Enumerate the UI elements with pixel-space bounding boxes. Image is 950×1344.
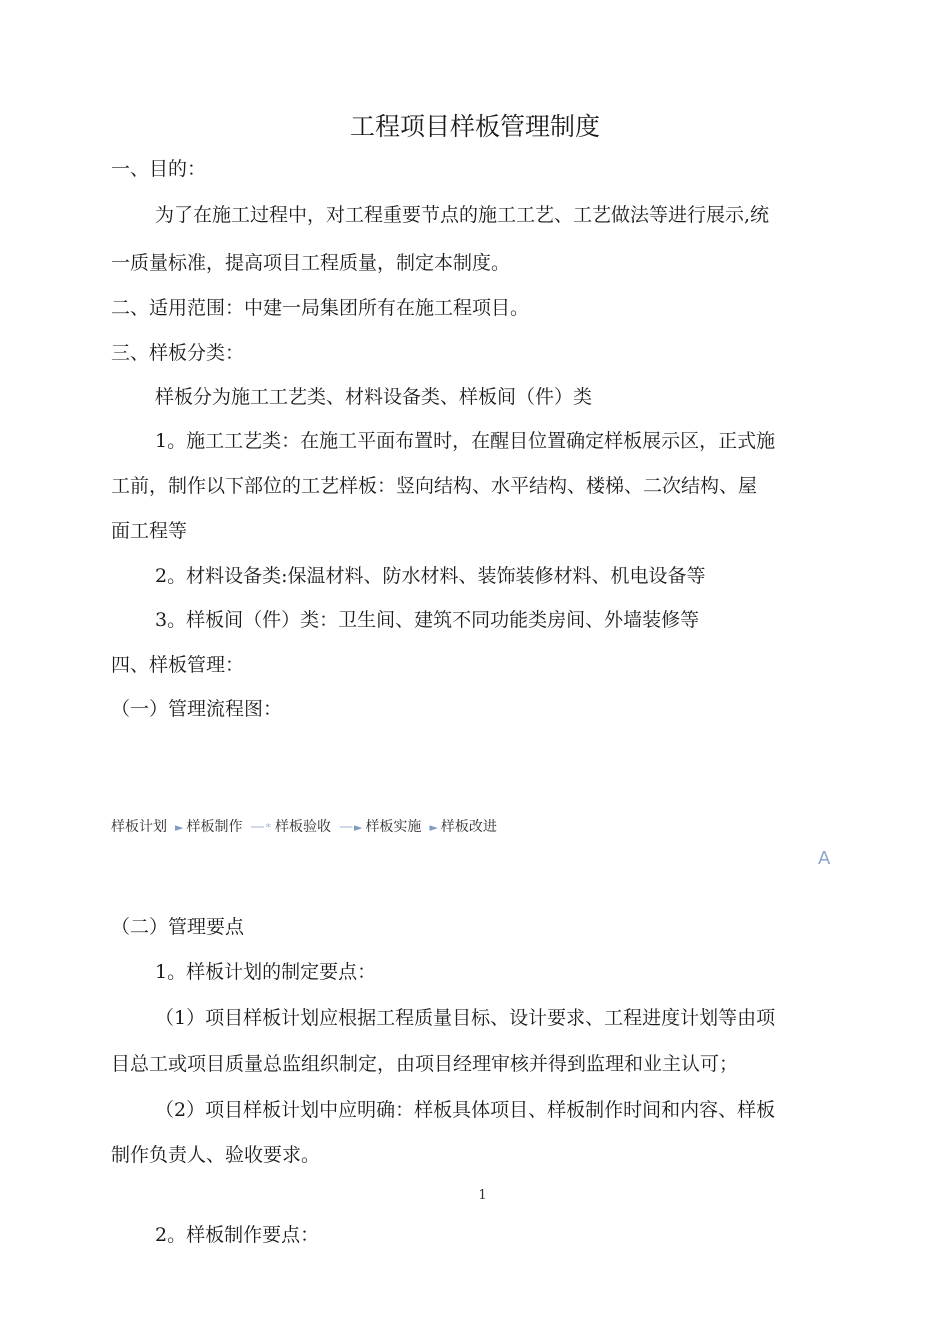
- section-3-item-1-line-1: 1。施工工艺类：在施工平面布置时，在醒目位置确定样板展示区，正式施: [155, 430, 776, 452]
- point-1-item-1-line-2: 目总工或项目质量总监组织制定，由项目经理审核并得到监理和业主认可；: [111, 1053, 739, 1075]
- flow-arrow-icon: ►: [175, 821, 184, 834]
- flow-star-icon: *: [265, 821, 271, 834]
- section-3-item-2: 2。材料设备类:保温材料、防水材料、装饰装修材料、机电设备等: [155, 565, 706, 587]
- point-1-heading: 1。样板计划的制定要点：: [155, 961, 377, 983]
- point-1-item-2-line-1: （2）项目样板计划中应明确：样板具体项目、样板制作时间和内容、样板: [155, 1099, 776, 1121]
- flowchart-marker: A: [818, 848, 831, 869]
- flow-step-plan: 样板计划: [111, 819, 167, 835]
- flow-step-implement: 样板实施: [365, 819, 422, 835]
- flow-step-make: 样板制作: [186, 819, 243, 835]
- flow-step-accept: 样板验收: [274, 819, 331, 835]
- point-1-item-1-line-1: （1）项目样板计划应根据工程质量目标、设计要求、工程进度计划等由项: [155, 1007, 776, 1029]
- section-1-body-line-2: 一质量标准，提高项目工程质量，制定本制度。: [111, 252, 511, 274]
- section-2-heading: 二、适用范围：中建一局集团所有在施工程项目。: [111, 297, 530, 319]
- page-number: 1: [478, 1188, 487, 1203]
- section-1-body-line-1: 为了在施工过程中，对工程重要节点的施工工艺、工艺做法等进行展示,统: [155, 204, 770, 226]
- section-4-heading: 四、样板管理：: [111, 654, 245, 676]
- section-3-intro: 样板分为施工工艺类、材料设备类、样板间（件）类: [155, 386, 593, 408]
- section-3-item-3: 3。样板间（件）类：卫生间、建筑不同功能类房间、外墙装修等: [155, 609, 700, 631]
- flow-step-improve: 样板改进: [440, 819, 497, 835]
- section-1-heading: 一、目的：: [111, 158, 207, 180]
- section-3-heading: 三、样板分类：: [111, 342, 245, 364]
- flow-arrow-icon: ►: [429, 821, 438, 834]
- management-flowchart: [111, 817, 497, 837]
- section-4-sub-1: （一）管理流程图：: [111, 698, 283, 720]
- flow-arrow-icon: ►: [353, 821, 363, 834]
- section-3-item-1-line-3: 面工程等: [111, 520, 188, 542]
- flow-dash-icon: —: [338, 819, 352, 835]
- flow-dash-icon: —: [250, 819, 264, 835]
- point-2-heading: 2。样板制作要点：: [155, 1224, 320, 1246]
- section-3-item-1-line-2: 工前，制作以下部位的工艺样板：竖向结构、水平结构、楼梯、二次结构、屋: [111, 475, 758, 497]
- section-4-sub-2: （二）管理要点: [111, 916, 245, 938]
- document-title: 工程项目样板管理制度: [349, 112, 600, 141]
- point-1-item-2-line-2: 制作负责人、验收要求。: [111, 1144, 321, 1166]
